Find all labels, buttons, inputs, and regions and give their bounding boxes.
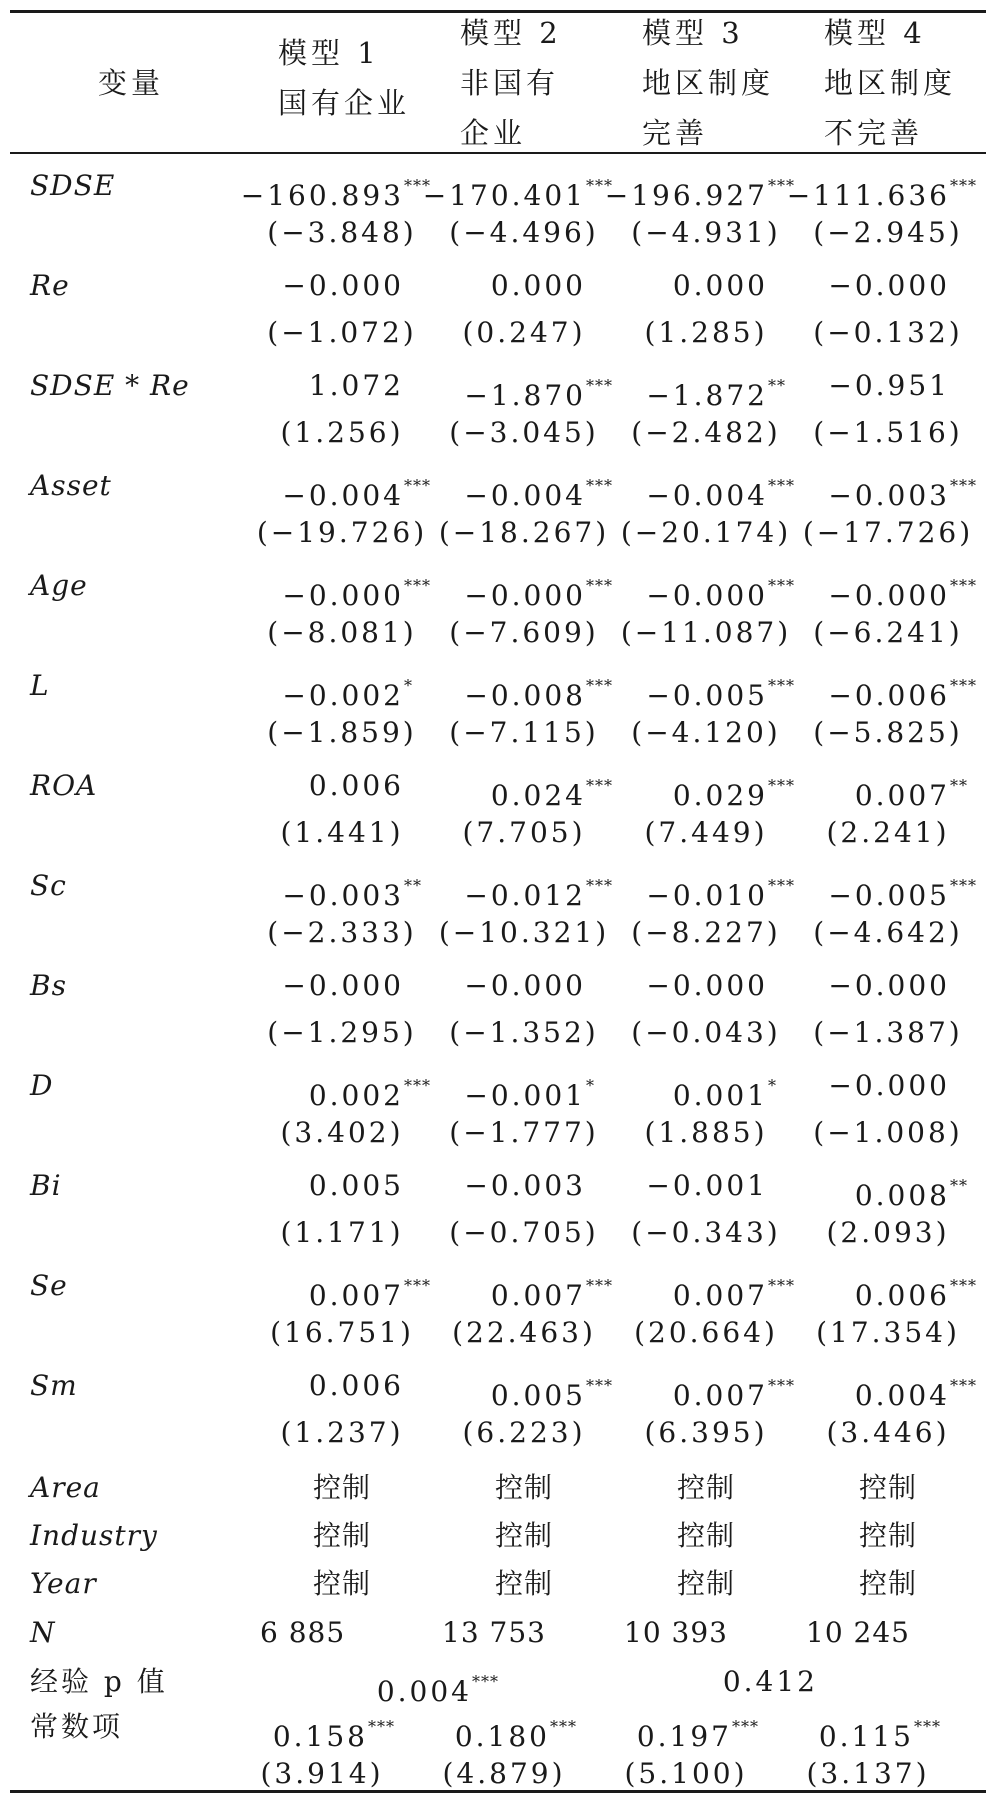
t-statistic-cell: (−1.516) (813, 416, 963, 449)
t-statistic-cell: (−1.387) (813, 1016, 963, 1049)
t-statistic-cell: (6.223) (462, 1416, 586, 1449)
header-model-4-line2: 地区制度 (824, 66, 957, 100)
header-model-4 (824, 8, 956, 158)
coefficient-cell (688, 266, 988, 306)
coefficient-value: −0.005 (828, 879, 950, 912)
variable-label: SDSE (30, 169, 116, 202)
significance-stars: *** (768, 176, 795, 195)
coefficient-value: −0.005 (646, 679, 768, 712)
significance-stars: *** (404, 1276, 431, 1295)
significance-stars: *** (950, 176, 977, 195)
t-statistic-cell: (22.463) (452, 1316, 596, 1349)
t-statistic-cell: (−7.115) (449, 716, 599, 749)
t-statistic-cell: (−3.848) (267, 216, 417, 249)
significance-stars: *** (586, 576, 613, 595)
variable-label: Bi (30, 1169, 62, 1202)
t-statistic-cell: (−17.726) (802, 516, 974, 549)
coefficient-value: −0.003 (464, 1169, 586, 1202)
coefficient-value: 0.000 (490, 269, 586, 302)
significance-stars: *** (586, 1376, 613, 1395)
control-cell: 控制 (494, 1519, 553, 1552)
coefficient-value: −0.001 (646, 1169, 768, 1202)
control-cell: 控制 (676, 1519, 735, 1552)
significance-stars: *** (404, 576, 431, 595)
significance-stars: *** (586, 676, 613, 695)
n-cell: 13 753 (442, 1616, 546, 1649)
variable-label: D (30, 1069, 54, 1102)
significance-stars: * (404, 676, 413, 695)
coefficient-cell (688, 966, 988, 1006)
coefficient-value: −111.636 (786, 179, 950, 212)
control-cell: 控制 (312, 1567, 371, 1600)
control-cell: 控制 (494, 1567, 553, 1600)
t-statistic-cell: (−5.825) (813, 716, 963, 749)
t-statistic-cell: (7.449) (644, 816, 768, 849)
coefficient-cell (688, 766, 988, 816)
significance-stars: *** (950, 576, 977, 595)
t-statistic-cell: (2.241) (826, 816, 950, 849)
coefficient-value: −160.893 (240, 179, 404, 212)
coefficient-cell (688, 666, 988, 716)
control-cell: 控制 (858, 1567, 917, 1600)
coefficient-value: 0.006 (308, 769, 404, 802)
header-model-1-line2: 国有企业 (278, 86, 411, 120)
t-statistic-cell: (1.885) (644, 1116, 768, 1149)
t-statistic-cell: (−1.859) (267, 716, 417, 749)
header-model-3-line2: 地区制度 (642, 66, 775, 100)
t-statistic-cell: (−18.267) (438, 516, 610, 549)
t-statistic-cell: (1.237) (280, 1416, 404, 1449)
coefficient-value: 0.029 (672, 779, 768, 812)
coefficient-value: 0.002 (308, 1079, 404, 1112)
t-statistic-cell: (−4.496) (449, 216, 599, 249)
constant-t-statistic-cell: (3.137) (806, 1757, 930, 1790)
t-statistic-cell: (−4.642) (813, 916, 963, 949)
constant-t-statistic-cell: (3.914) (260, 1757, 384, 1790)
significance-stars: *** (768, 676, 795, 695)
t-statistic-cell: (3.402) (280, 1116, 404, 1149)
n-cell: 10 393 (624, 1616, 728, 1649)
t-statistic-cell: (−1.072) (267, 316, 417, 349)
significance-stars: *** (586, 776, 613, 795)
coefficient-value: −0.002 (282, 679, 404, 712)
coefficient-value: −0.000 (828, 269, 950, 302)
t-statistic-cell: (0.247) (462, 316, 586, 349)
control-cell: 控制 (312, 1519, 371, 1552)
t-statistic-cell: (7.705) (462, 816, 586, 849)
t-statistic-cell: (−6.241) (813, 616, 963, 649)
coefficient-value: 0.007 (308, 1279, 404, 1312)
t-statistic-cell: (1.441) (280, 816, 404, 849)
t-statistic-cell: (−1.295) (267, 1016, 417, 1049)
coefficient-value: 0.024 (490, 779, 586, 812)
coefficient-value: −0.003 (828, 479, 950, 512)
t-statistic-cell: (2.093) (826, 1216, 950, 1249)
coefficient-value: −0.001 (464, 1079, 586, 1112)
control-cell: 控制 (494, 1471, 553, 1504)
header-model-2 (460, 8, 562, 158)
header-model-1-line1: 模型 1 (278, 36, 380, 70)
significance-stars: *** (472, 1672, 499, 1691)
significance-stars: *** (950, 876, 977, 895)
significance-stars: * (768, 1076, 777, 1095)
coefficient-value: −0.000 (828, 969, 950, 1002)
constant-label: 常数项 (30, 1710, 124, 1743)
t-statistic-cell: (−19.726) (256, 516, 428, 549)
header-model-4-line3: 不完善 (824, 116, 924, 150)
coefficient-value: −0.951 (828, 369, 950, 402)
control-cell: 控制 (858, 1471, 917, 1504)
header-variable: 变量 (98, 66, 165, 100)
variable-label: Asset (30, 469, 112, 502)
t-statistic-cell: (20.664) (634, 1316, 778, 1349)
t-statistic-cell: (6.395) (644, 1416, 768, 1449)
significance-stars: *** (550, 1717, 577, 1736)
coefficient-value: −0.000 (282, 269, 404, 302)
coefficient-value: −0.003 (282, 879, 404, 912)
t-statistic-cell: (−0.043) (631, 1016, 781, 1049)
t-statistic-cell: (−4.931) (631, 216, 781, 249)
t-statistic-cell: (−0.705) (449, 1216, 599, 1249)
significance-stars: *** (768, 876, 795, 895)
significance-stars: *** (768, 576, 795, 595)
control-label: Area (30, 1471, 101, 1504)
control-cell: 控制 (676, 1471, 735, 1504)
variable-label: ROA (30, 769, 98, 802)
coefficient-value: 0.007 (490, 1279, 586, 1312)
p-value-label: 经验 p 值 (30, 1665, 168, 1698)
variable-label: Se (30, 1269, 68, 1302)
t-statistic-cell: (−8.081) (267, 616, 417, 649)
coefficient-value: 1.072 (308, 369, 404, 402)
coefficient-cell (688, 1366, 988, 1416)
variable-label: Re (30, 269, 70, 302)
variable-label: Sm (30, 1369, 78, 1402)
coefficient-value: 0.115 (818, 1720, 914, 1753)
t-statistic-cell: (−2.333) (267, 916, 417, 949)
significance-stars: ** (768, 376, 786, 395)
coefficient-value: −170.401 (422, 179, 586, 212)
coefficient-value: −0.000 (828, 1069, 950, 1102)
p-value: 0.004 (376, 1675, 472, 1708)
constant-t-statistic-cell: (5.100) (624, 1757, 748, 1790)
t-statistic-cell: (3.446) (826, 1416, 950, 1449)
coefficient-value: −0.000 (464, 969, 586, 1002)
coefficient-value: 0.007 (672, 1379, 768, 1412)
p-value-cell (210, 1662, 510, 1712)
coefficient-value: −1.870 (464, 379, 586, 412)
coefficient-cell (688, 1066, 988, 1106)
coefficient-value: 0.005 (490, 1379, 586, 1412)
significance-stars: *** (586, 376, 613, 395)
significance-stars: *** (586, 476, 613, 495)
constant-coefficient-cell (652, 1707, 952, 1757)
control-label: Year (30, 1567, 97, 1600)
header-model-2-line2: 非国有 (460, 66, 560, 100)
coefficient-value: 0.004 (854, 1379, 950, 1412)
t-statistic-cell: (17.354) (816, 1316, 960, 1349)
control-cell: 控制 (676, 1567, 735, 1600)
coefficient-value: 0.006 (854, 1279, 950, 1312)
coefficient-value: 0.197 (636, 1720, 732, 1753)
p-value-cell (556, 1662, 856, 1702)
n-cell: 6 885 (260, 1616, 346, 1649)
coefficient-value: −196.927 (604, 179, 768, 212)
t-statistic-cell: (−2.945) (813, 216, 963, 249)
coefficient-value: −0.000 (464, 579, 586, 612)
variable-label: Bs (30, 969, 67, 1002)
significance-stars: *** (768, 1276, 795, 1295)
variable-label: Age (30, 569, 88, 602)
coefficient-value: −0.000 (828, 579, 950, 612)
coefficient-value: −0.000 (646, 579, 768, 612)
header-model-3-line3: 完善 (642, 116, 709, 150)
significance-stars: * (586, 1076, 595, 1095)
coefficient-value: 0.001 (672, 1079, 768, 1112)
t-statistic-cell: (−8.227) (631, 916, 781, 949)
significance-stars: ** (404, 876, 422, 895)
coefficient-value: −0.000 (282, 579, 404, 612)
significance-stars: *** (950, 1276, 977, 1295)
coefficient-value: −0.000 (282, 969, 404, 1002)
coefficient-value: 0.005 (308, 1169, 404, 1202)
t-statistic-cell: (−1.352) (449, 1016, 599, 1049)
coefficient-value: −0.004 (646, 479, 768, 512)
significance-stars: *** (768, 1376, 795, 1395)
header-model-3-line1: 模型 3 (642, 16, 744, 50)
t-statistic-cell: (−1.008) (813, 1116, 963, 1149)
coefficient-value: −0.012 (464, 879, 586, 912)
t-statistic-cell: (−0.132) (813, 316, 963, 349)
coefficient-value: 0.008 (854, 1179, 950, 1212)
significance-stars: *** (586, 876, 613, 895)
header-model-3 (642, 8, 774, 158)
n-label: N (30, 1616, 56, 1649)
control-cell: 控制 (858, 1519, 917, 1552)
coefficient-cell (688, 366, 988, 406)
coefficient-cell (688, 866, 988, 916)
significance-stars: *** (586, 1276, 613, 1295)
coefficient-value: −0.006 (828, 679, 950, 712)
variable-label: Sc (30, 869, 67, 902)
t-statistic-cell: (−10.321) (438, 916, 610, 949)
t-statistic-cell: (1.171) (280, 1216, 404, 1249)
coefficient-value: 0.000 (672, 269, 768, 302)
coefficient-value: 0.006 (308, 1369, 404, 1402)
significance-stars: *** (586, 176, 613, 195)
coefficient-cell (688, 566, 988, 616)
variable-label: L (30, 669, 50, 702)
coefficient-value: 0.180 (454, 1720, 550, 1753)
header-model-2-line1: 模型 2 (460, 16, 562, 50)
t-statistic-cell: (−4.120) (631, 716, 781, 749)
coefficient-value: −0.008 (464, 679, 586, 712)
t-statistic-cell: (−0.343) (631, 1216, 781, 1249)
coefficient-cell (688, 1166, 988, 1216)
coefficient-value: −1.872 (646, 379, 768, 412)
significance-stars: *** (768, 476, 795, 495)
t-statistic-cell: (−2.482) (631, 416, 781, 449)
t-statistic-cell: (−11.087) (620, 616, 792, 649)
coefficient-value: 0.007 (854, 779, 950, 812)
significance-stars: *** (768, 776, 795, 795)
significance-stars: ** (950, 776, 968, 795)
coefficient-value: −0.000 (646, 969, 768, 1002)
coefficient-cell (688, 466, 988, 516)
coefficient-value: −0.010 (646, 879, 768, 912)
header-model-4-line1: 模型 4 (824, 16, 926, 50)
coefficient-value: −0.004 (464, 479, 586, 512)
coefficient-cell (688, 1266, 988, 1316)
n-cell: 10 245 (806, 1616, 910, 1649)
header-model-2-line3: 企业 (460, 116, 527, 150)
t-statistic-cell: (−7.609) (449, 616, 599, 649)
coefficient-value: −0.004 (282, 479, 404, 512)
significance-stars: *** (950, 676, 977, 695)
t-statistic-cell: (−1.777) (449, 1116, 599, 1149)
t-statistic-cell: (16.751) (270, 1316, 414, 1349)
coefficient-value: 0.158 (272, 1720, 368, 1753)
coefficient-value: 0.007 (672, 1279, 768, 1312)
significance-stars: *** (950, 1376, 977, 1395)
header-model-1 (278, 28, 410, 128)
significance-stars: *** (914, 1717, 941, 1736)
p-value: 0.412 (722, 1665, 818, 1698)
coefficient-cell (688, 166, 988, 216)
constant-t-statistic-cell: (4.879) (442, 1757, 566, 1790)
t-statistic-cell: (−3.045) (449, 416, 599, 449)
t-statistic-cell: (1.285) (644, 316, 768, 349)
control-cell: 控制 (312, 1471, 371, 1504)
significance-stars: *** (404, 476, 431, 495)
significance-stars: *** (950, 476, 977, 495)
significance-stars: *** (404, 1076, 431, 1095)
control-label: Industry (30, 1519, 158, 1552)
significance-stars: ** (950, 1176, 968, 1195)
significance-stars: *** (404, 176, 431, 195)
significance-stars: *** (368, 1717, 395, 1736)
variable-label: SDSE * Re (30, 369, 190, 402)
t-statistic-cell: (−20.174) (620, 516, 792, 549)
significance-stars: *** (732, 1717, 759, 1736)
t-statistic-cell: (1.256) (280, 416, 404, 449)
